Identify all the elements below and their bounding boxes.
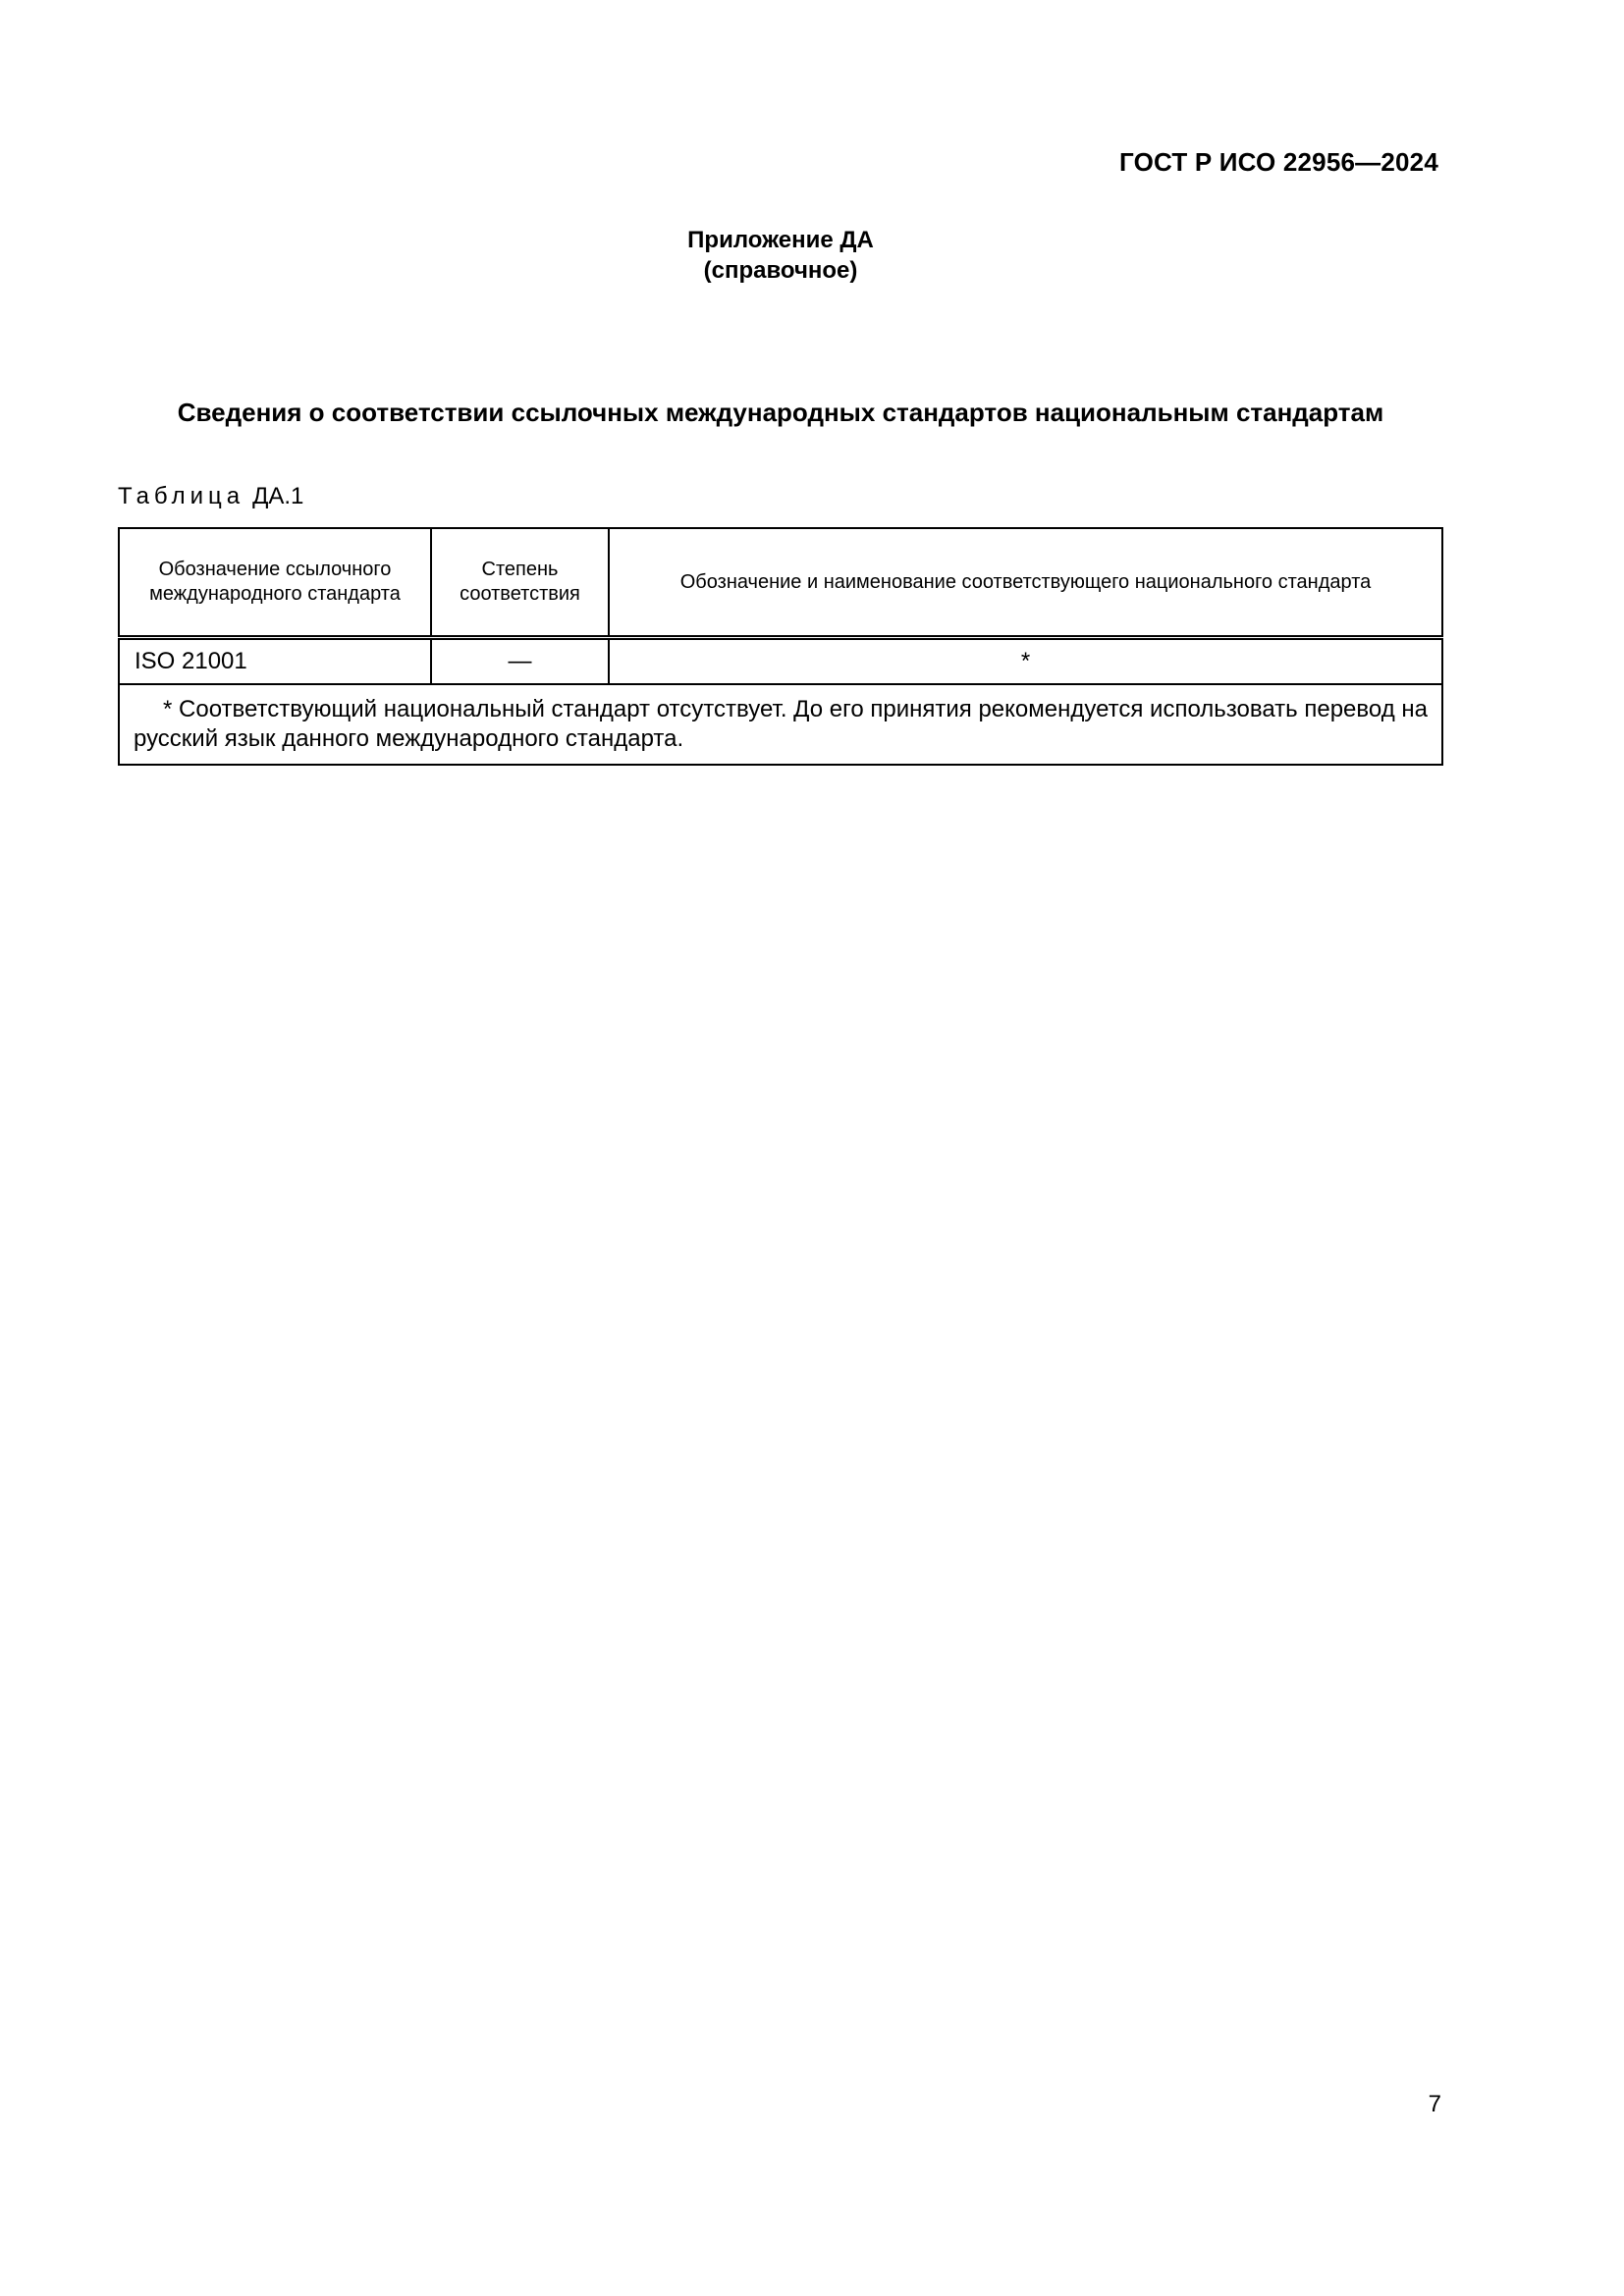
cell-compliance-degree: — [431, 638, 609, 685]
table-footnote-text: * Соответствующий национальный стандарт отсутствует. До его принятия рекомендуется использовать перевод на русский язык данного международного стандарта. [134, 696, 1428, 752]
appendix-type: (справочное) [703, 257, 858, 284]
header-compliance-degree: Степень соответствия [431, 528, 609, 638]
cell-intl-standard: ISO 21001 [119, 638, 431, 685]
table-caption-word: Таблица [118, 483, 245, 509]
table-row [119, 638, 1442, 685]
cell-national-standard: * [609, 638, 1442, 685]
header-intl-standard: Обозначение ссылочного международного стандарта [119, 528, 431, 638]
appendix-title: Приложение ДА [687, 227, 874, 253]
table-footnote [119, 684, 1442, 765]
table-caption [118, 483, 303, 510]
reference-table [118, 527, 1443, 766]
table-footnote-row [119, 684, 1442, 765]
header-national-standard: Обозначение и наименование соответствующего национального стандарта [609, 528, 1442, 638]
table-caption-number: ДА.1 [252, 483, 304, 509]
page-number: 7 [1428, 2091, 1441, 2117]
document-code: ГОСТ Р ИСО 22956—2024 [1118, 147, 1438, 177]
table-header-row [119, 528, 1442, 638]
section-title: Сведения о соответствии ссылочных международных стандартов национальным стандартам [177, 398, 1384, 427]
